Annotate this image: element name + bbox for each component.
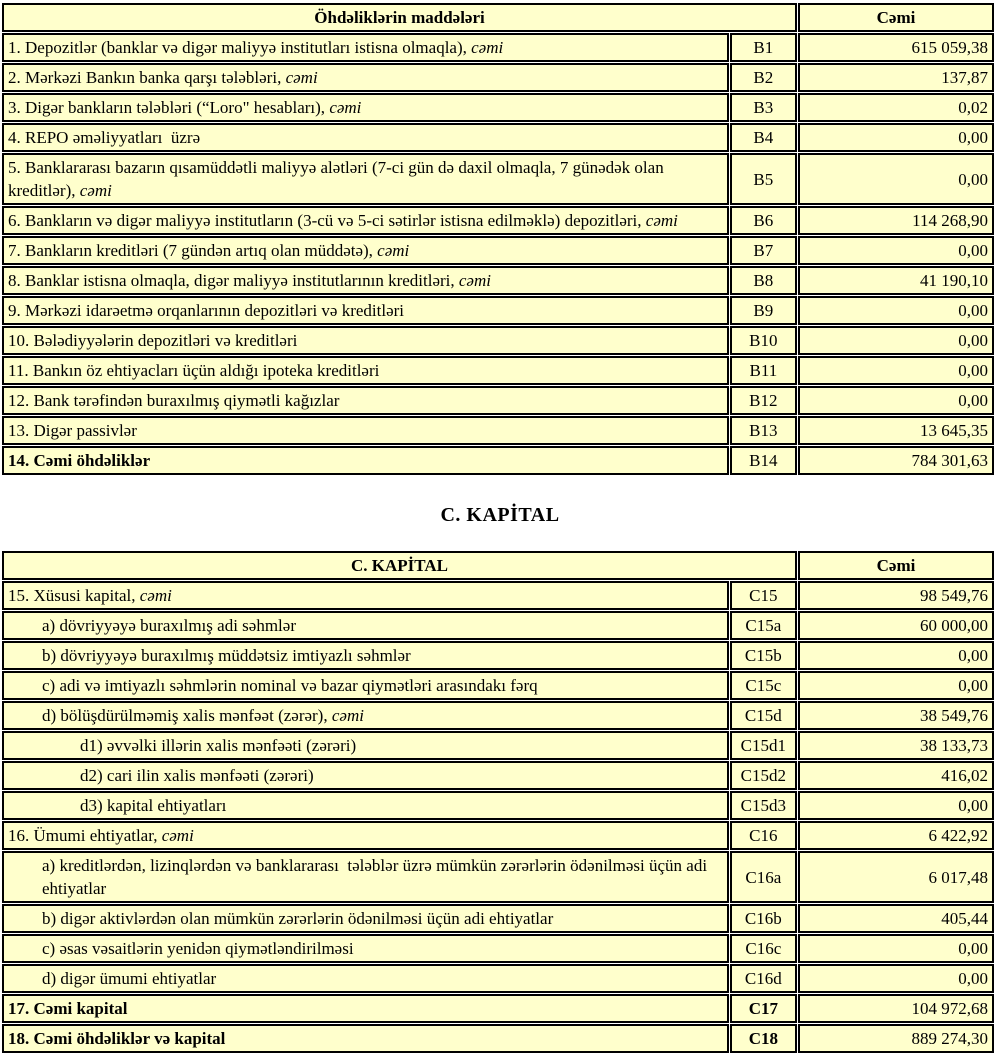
row-label: 7. Bankların kreditləri (7 gündən artıq olan müddətə), cəmi [2,236,729,265]
row-value: 38 549,76 [798,701,994,730]
row-value: 0,00 [798,386,994,415]
row-code: C15d3 [730,791,797,820]
table-row [2,671,994,700]
row-code: C16d [730,964,797,993]
row-value: 6 422,92 [798,821,994,850]
row-label: b) dövriyyəyə buraxılmış müddətsiz imtiyazlı səhmlər [2,641,729,670]
capital-table-body [2,581,994,1053]
table-row [2,904,994,933]
row-value: 0,00 [798,123,994,152]
liabilities-header-total: Cəmi [798,3,994,32]
row-label: 17. Cəmi kapital [2,994,729,1023]
row-label: 10. Bələdiyyələrin depozitləri və kreditləri [2,326,729,355]
row-code: C15c [730,671,797,700]
row-code: C15a [730,611,797,640]
capital-header-total: Cəmi [798,551,994,580]
row-value: 0,00 [798,326,994,355]
row-label: c) əsas vəsaitlərin yenidən qiymətləndirilməsi [2,934,729,963]
row-code: B11 [730,356,797,385]
table-row [2,356,994,385]
row-label: 1. Depozitlər (banklar və digər maliyyə institutları istisna olmaqla), cəmi [2,33,729,62]
table-row [2,206,994,235]
liabilities-header-row [2,3,994,32]
capital-header-title: C. KAPİTAL [2,551,797,580]
row-value: 889 274,30 [798,1024,994,1053]
table-row [2,934,994,963]
row-label: 2. Mərkəzi Bankın banka qarşı tələbləri, cəmi [2,63,729,92]
row-value: 0,00 [798,934,994,963]
row-value: 137,87 [798,63,994,92]
row-value: 104 972,68 [798,994,994,1023]
table-row [2,153,994,205]
table-row [2,266,994,295]
row-value: 6 017,48 [798,851,994,903]
row-code: B8 [730,266,797,295]
liabilities-table-body [2,33,994,475]
row-label: 4. REPO əməliyyatları üzrə [2,123,729,152]
row-label: 16. Ümumi ehtiyatlar, cəmi [2,821,729,850]
row-value: 41 190,10 [798,266,994,295]
table-row [2,1024,994,1053]
row-value: 38 133,73 [798,731,994,760]
table-row [2,641,994,670]
table-row [2,33,994,62]
table-row [2,964,994,993]
row-label: 18. Cəmi öhdəliklər və kapital [2,1024,729,1053]
row-code: B13 [730,416,797,445]
row-label: 12. Bank tərəfindən buraxılmış qiymətli kağızlar [2,386,729,415]
row-label: 11. Bankın öz ehtiyacları üçün aldığı ipoteka kreditləri [2,356,729,385]
row-value: 0,00 [798,671,994,700]
row-label: 5. Banklararası bazarın qısamüddətli maliyyə alətləri (7-ci gün də daxil olmaqla, 7 günədək olan kreditlər), cəmi [2,153,729,205]
row-value: 615 059,38 [798,33,994,62]
row-code: C15b [730,641,797,670]
table-row [2,326,994,355]
row-code: C18 [730,1024,797,1053]
table-row [2,994,994,1023]
row-code: C15d1 [730,731,797,760]
row-code: B2 [730,63,797,92]
table-row [2,446,994,475]
table-row [2,123,994,152]
row-code: C17 [730,994,797,1023]
row-label: 3. Digər bankların tələbləri (“Loro" hesabları), cəmi [2,93,729,122]
row-label: c) adi və imtiyazlı səhmlərin nominal və bazar qiymətləri arasındakı fərq [2,671,729,700]
table-row [2,416,994,445]
row-value: 0,00 [798,964,994,993]
row-code: C16b [730,904,797,933]
row-value: 13 645,35 [798,416,994,445]
row-label: d3) kapital ehtiyatları [2,791,729,820]
row-value: 0,02 [798,93,994,122]
row-value: 114 268,90 [798,206,994,235]
row-code: B1 [730,33,797,62]
row-code: B3 [730,93,797,122]
row-value: 98 549,76 [798,581,994,610]
row-label: 6. Bankların və digər maliyyə institutların (3-cü və 5-ci sətirlər istisna edilməklə) depozitləri, cəmi [2,206,729,235]
row-code: B4 [730,123,797,152]
row-code: C15d2 [730,761,797,790]
row-label: 9. Mərkəzi idarəetmə orqanlarının depozitləri və kreditləri [2,296,729,325]
row-code: B10 [730,326,797,355]
liabilities-table [1,2,995,476]
table-row [2,63,994,92]
row-label: b) digər aktivlərdən olan mümkün zərərlərin ödənilməsi üçün adi ehtiyatlar [2,904,729,933]
table-row [2,93,994,122]
row-code: B6 [730,206,797,235]
row-code: B7 [730,236,797,265]
row-label: 8. Banklar istisna olmaqla, digər maliyyə institutlarının kreditləri, cəmi [2,266,729,295]
row-label: d) digər ümumi ehtiyatlar [2,964,729,993]
row-value: 416,02 [798,761,994,790]
row-code: B12 [730,386,797,415]
row-label: d) bölüşdürülməmiş xalis mənfəət (zərər), cəmi [2,701,729,730]
section-heading: C. KAPİTAL [440,504,560,526]
row-value: 0,00 [798,296,994,325]
row-value: 0,00 [798,791,994,820]
table-row [2,386,994,415]
row-label: a) dövriyyəyə buraxılmış adi səhmlər [2,611,729,640]
row-label: a) kreditlərdən, lizinqlərdən və banklararası tələblər üzrə mümkün zərərlərin ödənilməsi üçün adi ehtiyatlar [2,851,729,903]
row-label: 13. Digər passivlər [2,416,729,445]
row-code: B9 [730,296,797,325]
table-row [2,791,994,820]
row-code: C16c [730,934,797,963]
capital-header-row [2,551,994,580]
table-row [2,581,994,610]
row-code: C16a [730,851,797,903]
liabilities-header-title: Öhdəliklərin maddələri [2,3,797,32]
table-row [2,731,994,760]
row-code: C16 [730,821,797,850]
table-row [2,761,994,790]
table-row [2,821,994,850]
row-value: 784 301,63 [798,446,994,475]
row-value: 0,00 [798,236,994,265]
row-value: 0,00 [798,153,994,205]
table-row [2,701,994,730]
row-code: C15d [730,701,797,730]
row-value: 0,00 [798,641,994,670]
capital-table [1,550,995,1054]
row-code: B14 [730,446,797,475]
table-row [2,611,994,640]
table-row [2,296,994,325]
row-value: 60 000,00 [798,611,994,640]
row-code: C15 [730,581,797,610]
row-label: 15. Xüsusi kapital, cəmi [2,581,729,610]
row-value: 405,44 [798,904,994,933]
table-row [2,236,994,265]
row-value: 0,00 [798,356,994,385]
row-label: d2) cari ilin xalis mənfəəti (zərəri) [2,761,729,790]
row-label: d1) əvvəlki illərin xalis mənfəəti (zərəri) [2,731,729,760]
row-code: B5 [730,153,797,205]
row-label: 14. Cəmi öhdəliklər [2,446,729,475]
table-row [2,851,994,903]
